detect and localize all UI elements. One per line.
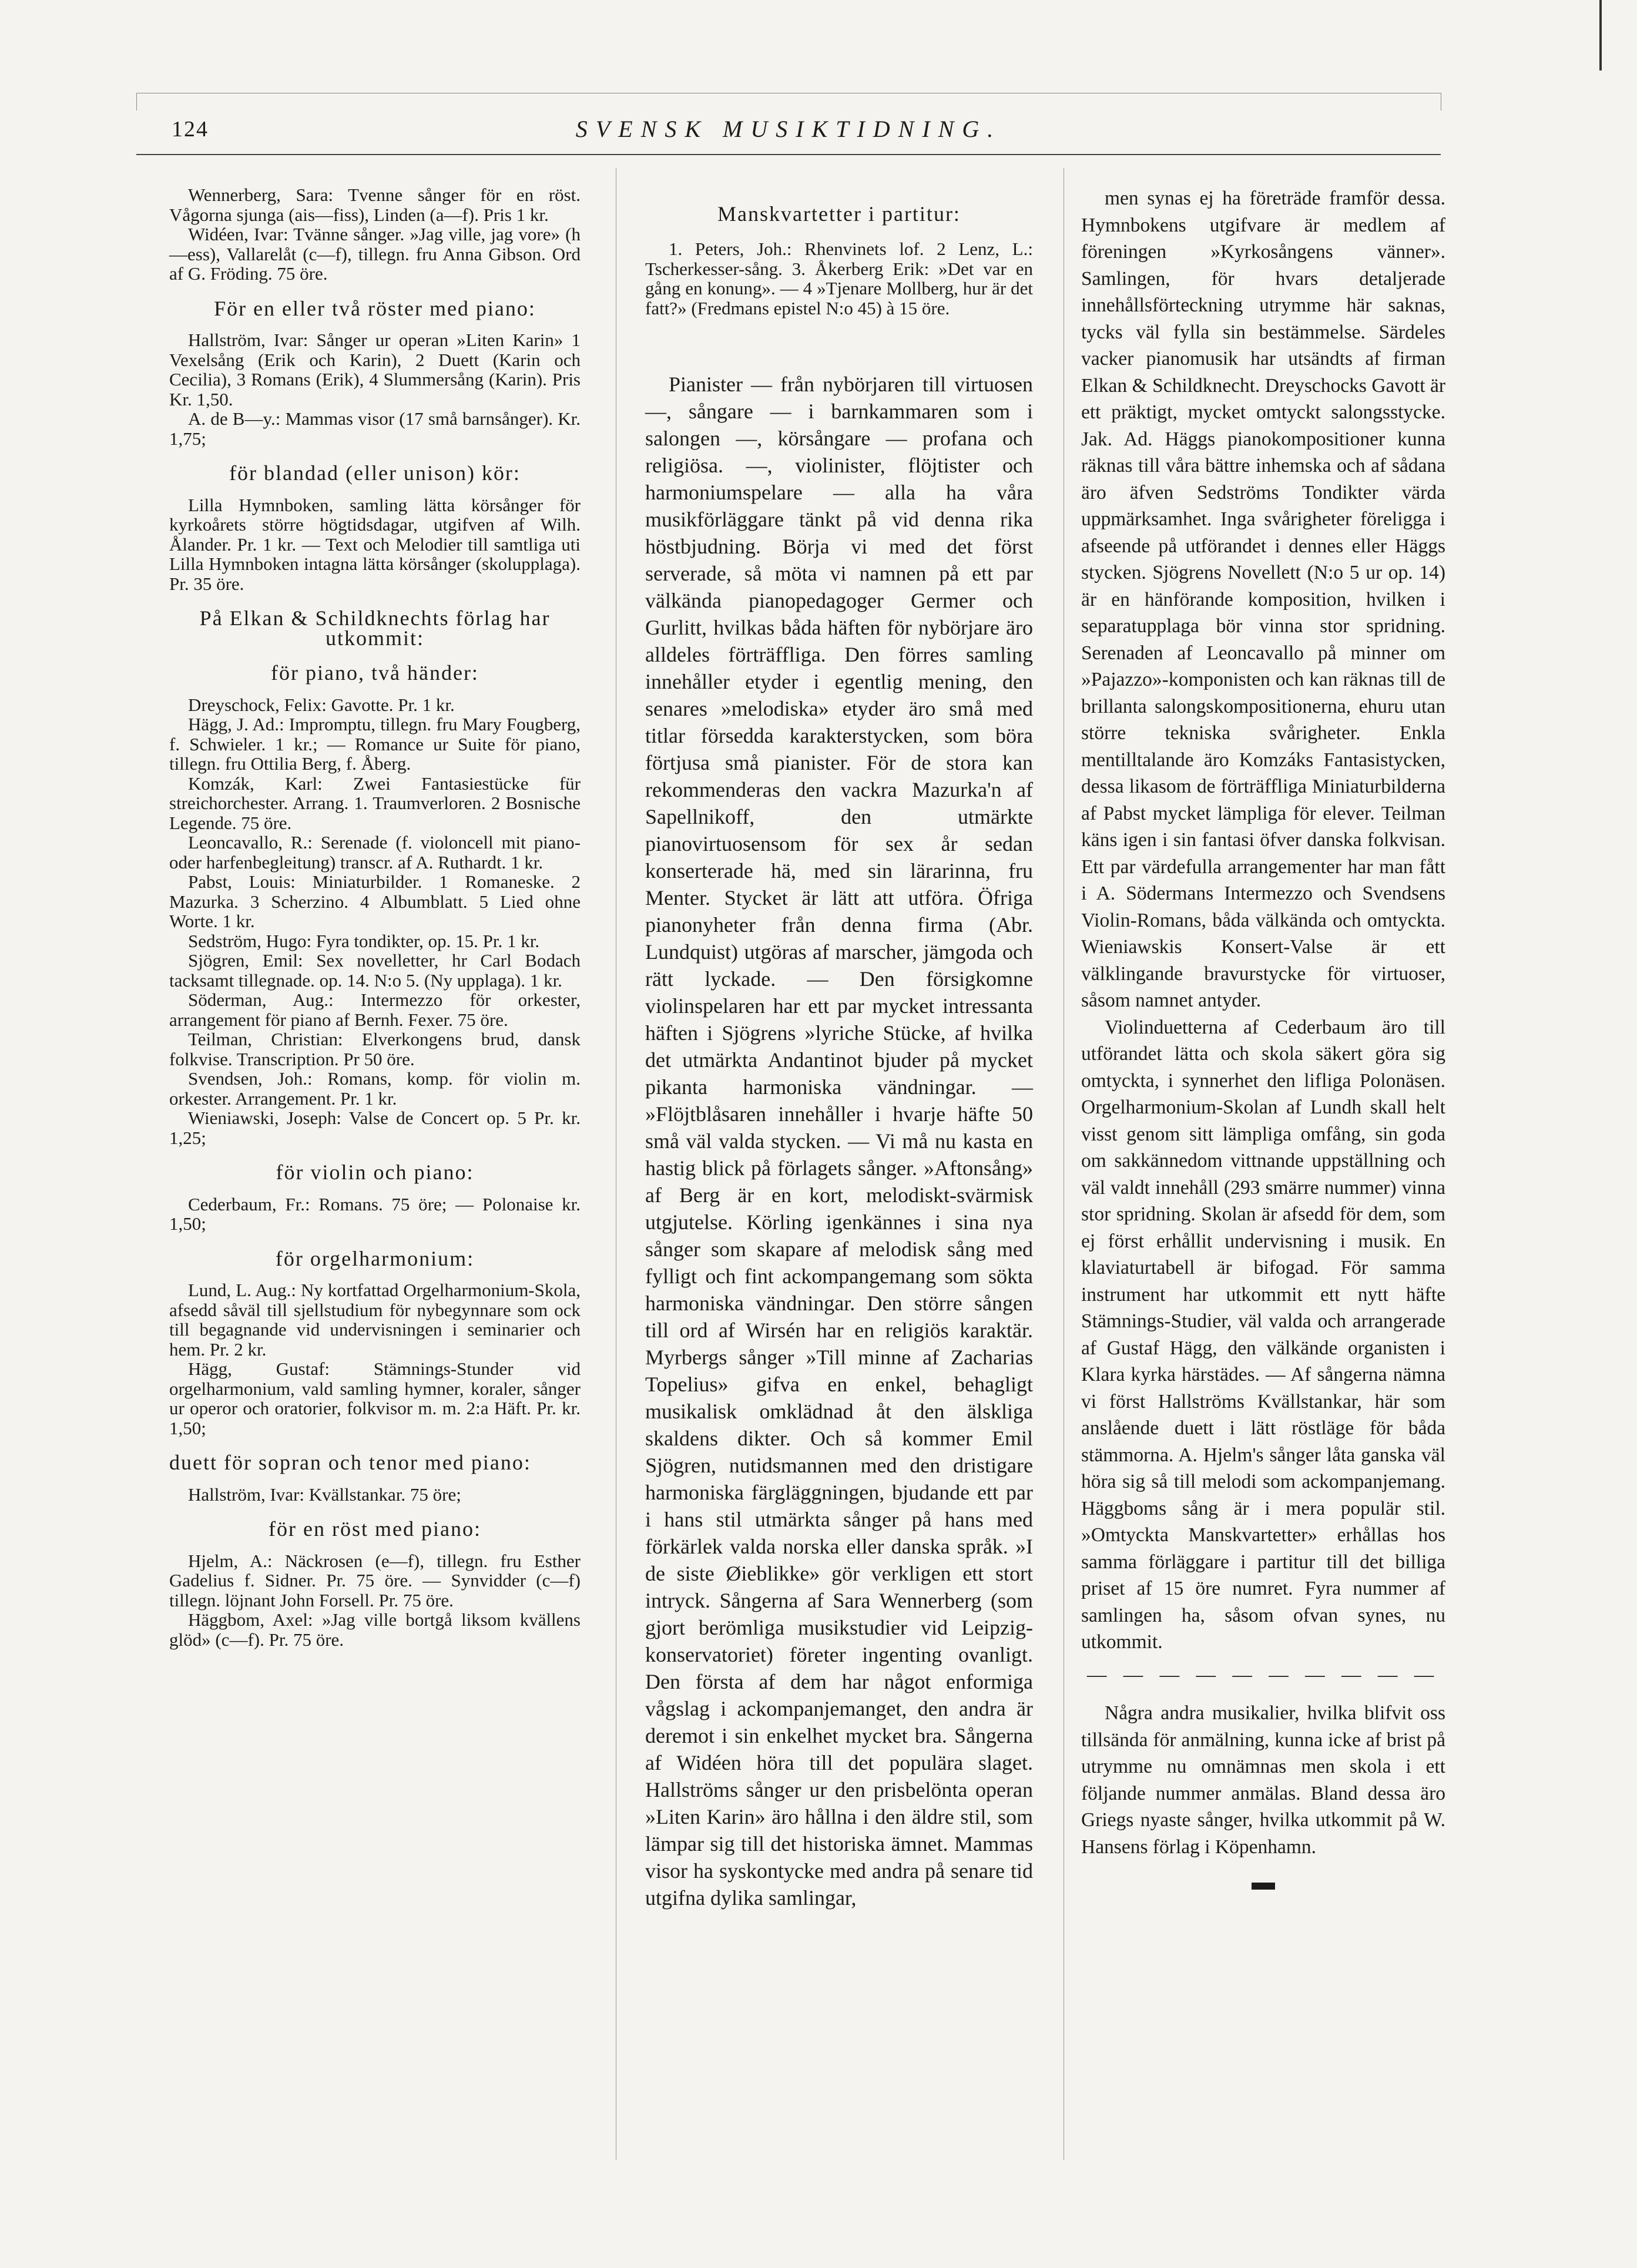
end-mark: ▬: [1252, 1868, 1275, 1895]
page-edge-mark: [1599, 0, 1602, 71]
listing-entry: 1. Peters, Joh.: Rhenvinets lof. 2 Lenz, L.: Tscherkesser-sång. 3. Åkerberg Erik: »Det var en gång en konung». — 4 »Tjenare Mollberg, hur är det fatt?» (Fredmans epistel N:o 45) à 15 öre.: [645, 239, 1033, 318]
listing-entry: Lund, L. Aug.: Ny kortfattad Orgelharmonium-Skola, afsedd såväl till sjellstudium för nybegynnare som ock till begagnande vid undervisningen i seminarier och hem. Pr. 2 kr.: [169, 1280, 581, 1360]
section-heading: för en röst med piano:: [269, 1517, 481, 1541]
listing-entry: A. de B—y.: Mammas visor (17 små barnsånger). Kr. 1,75;: [169, 408, 581, 449]
listing-entry: Sjögren, Emil: Sex novelletter, hr Carl Bodach tacksamt tillegnade. op. 14. N:o 5. (Ny upplaga). 1 kr.: [169, 950, 581, 991]
listing-entry: Hallström, Ivar: Sånger ur operan »Liten Karin» 1 Vexelsång (Erik och Karin), 2 Duett (Karin och Cecilia), 3 Romans (Erik), 4 Slummersång (Karin). Pris Kr. 1,50.: [169, 330, 581, 410]
listing-entry: Wennerberg, Sara: Tvenne sånger för en röst. Vågorna sjunga (ais—fiss), Linden (a—f). Pris 1 kr.: [169, 184, 581, 225]
frame-left-tick: [136, 93, 137, 110]
section-heading: för orgelharmonium:: [275, 1246, 475, 1270]
listing-entry: Häggbom, Axel: »Jag ville bortgå liksom kvällens glöd» (c—f). Pr. 75 öre.: [169, 1609, 581, 1650]
listing-entry: Hägg, Gustaf: Stämnings-Stunder vid orgelharmonium, vald samling hymner, koraler, sånger ur operor och oratorier, folkvisor m. m. 2:a Häft. Pr. kr. 1,50;: [169, 1358, 581, 1438]
listing-entry: Sedström, Hugo: Fyra tondikter, op. 15. Pr. 1 kr.: [188, 930, 540, 951]
page-header: [136, 112, 1441, 147]
listing-entry: Hägg, J. Ad.: Impromptu, tillegn. fru Mary Fougberg, f. Schwieler. 1 kr.; — Romance ur Suite för piano, tillegn. fru Ottilia Berg, f. Åberg.: [169, 714, 581, 774]
middle-column: [645, 185, 1033, 1911]
listing-entry: Cederbaum, Fr.: Romans. 75 öre; — Polonaise kr. 1,50;: [169, 1193, 581, 1234]
listing-entry: Hallström, Ivar: Kvällstankar. 75 öre;: [188, 1484, 461, 1505]
section-gap: [645, 318, 1033, 371]
section-heading: duett för sopran och tenor med piano:: [169, 1451, 531, 1474]
left-column: [169, 185, 581, 1649]
review-paragraph: Pianister — från nybörjaren till virtuosen —, sångare — i barnkammaren som i salongen —, körsångare — profana och religiösa. —, violinister, flöjtister och harmoniumspelare — alla ha våra musikförläggare tänkt på vid denna rika höstbjudning. Börja vi med det först serverade, så möta vi namnen på ett par välkända pianopedagoger Germer och Gurlitt, hvilkas båda häften för nybörjare äro alldeles förträffliga. Den förres samling innehåller etyder i egentlig mening, den senares »melodiska» etyder äro små med titlar försedda karakterstycken, som böra förtjusa små pianister. För de stora kan rekommenderas den vackra Mazurka'n af Sapellnikoff, den utmärkte pianovirtuosensom för sex år sedan konserterade hä, med sin lärarinna, fru Menter. Stycket är lätt att utföra. Öfriga pianonyheter från denna firma (Abr. Lundquist) utgöras af marscher, jämgoda och rätt lyckade. — Den försigkomne violinspelaren har ett par mycket intressanta häften i Sjögrens »lyriche Stücke, af hvilka det utmärkta Andantinot bjuder på mycket pikanta harmoniska vändningar. — »Flöjtblåsaren innehåller i hvarje häfte 50 små väl valda stycken. — Vi må nu kasta en hastig blick på förlagets sånger. »Aftonsång» af Berg är en kort, melodiskt-svärmisk utgjutelse. Körling igenkännes i sina nya sånger som skapare af melodisk sång med fylligt och fint ackompangemang som sökta harmoniska vändningar. Den större sången till ord af Wirsén har en religiös karaktär. Myrbergs sånger »Till minne af Zacharias Topelius» gifva en enkel, behagligt musikalisk omklädnad åt den älskliga skaldens dikter. Och så kommer Emil Sjögren, nutidsmannen med den dristigare harmoniska färgläggningen, bjudande ett par i hans stil utmärkta sånger på hans med förkärlek valda norska eller danska språk. »I de siste Øieblikke» gör verkligen ett stort intryck. Sångerna af Sara Wennerberg (som gjort berömliga musikstudier vid Leipzig-konservatoriet) företer ingenting ovanligt. Den första af dem har något enformiga vågslag i ackompanjemanget, den andra är deremot i sin enkelhet mycket bra. Sångerna af Widéen höra till det populära slaget. Hallströms sånger ur den prisbelönta operan »Liten Karin» äro hållna i den äldre stil, som lämpar sig till det historiska ämnet. Mammas visor ha syskontycke med andra på senare tid utgifna dylika samlingar,: [645, 373, 1033, 1910]
listing-entry: Pabst, Louis: Miniaturbilder. 1 Romaneske. 2 Mazurka. 3 Scherzino. 4 Albumblatt. 5 Lied ohne Worte. 1 kr.: [169, 871, 581, 931]
listing-entry: Leoncavallo, R.: Serenade (f. violoncell mit piano-oder harfenbegleitung) transcr. af A. Ruthardt. 1 kr.: [169, 832, 581, 873]
listing-entry: Lilla Hymnboken, samling lätta körsånger för kyrkoårets större högtidsdagar, utgifven af Wilh. Ålander. Pr. 1 kr. — Text och Melodier till samtliga uti Lilla Hymnboken intagna lätta körsånger (skolupplaga). Pr. 35 öre.: [169, 494, 581, 594]
listing-entry: Hjelm, A.: Näckrosen (e—f), tillegn. fru Esther Gadelius f. Sidner. Pr. 75 öre. — Synvidder (c—f) tillegn. löjnant John Forsell. Pr. 75 öre.: [169, 1550, 581, 1611]
section-separator: — — — — — — — — — —: [1086, 1663, 1440, 1686]
section-heading: För en eller två röster med piano:: [214, 296, 536, 320]
listing-entry: Wieniawski, Joseph: Valse de Concert op. 5 Pr. kr. 1,25;: [169, 1108, 581, 1148]
listing-entry: Svendsen, Joh.: Romans, komp. för violin m. orkester. Arrangement. Pr. 1 kr.: [169, 1068, 581, 1109]
section-heading: för piano, två händer:: [271, 661, 479, 685]
listing-entry: Komzák, Karl: Zwei Fantasiestücke für streichorchester. Arrang. 1. Traumverloren. 2 Bosnische Legende. 75 öre.: [169, 773, 581, 833]
section-heading: för blandad (eller unison) kör:: [229, 461, 521, 485]
page-number: 124: [172, 117, 209, 142]
listing-entry: Widéen, Ivar: Tvänne sånger. »Jag ville, jag vore» (h—ess), Vallarelåt (c—f), tillegn. fru Anna Gibson. Ord af G. Fröding. 75 öre.: [169, 224, 581, 284]
section-heading: för violin och piano:: [276, 1160, 474, 1184]
section-heading: På Elkan & Schildknechts förlag har utkommit:: [199, 606, 551, 650]
section-heading: Manskvartetter i partitur:: [717, 202, 961, 226]
header-rule: [136, 154, 1441, 155]
listing-entry: Teilman, Christian: Elverkongens brud, dansk folkvise. Transcription. Pr 50 öre.: [169, 1029, 581, 1069]
review-paragraph: men synas ej ha företräde framför dessa. Hymnbokens utgifvare är medlem af föreningen »Kyrkosångens vänner». Samlingen, för hvars detaljerade innehållsförteckning utrymme här saknas, tycks väl fylla sin bestämmelse. Särdeles vacker pianomusik har utsändts af firman Elkan & Schildknecht. Dreyschocks Gavott är ett präktigt, mycket omtyckt salongsstycke. Jak. Ad. Häggs pianokompositioner kunna räknas till våra bättre inhemska och af sådana äro äfven Sedströms Tondikter värda uppmärksamhet. Inga svårigheter föreligga i afseende på utförandet i dennes eller Häggs stycken. Sjögrens Novellett (N:o 5 ur op. 14) är en hänförande komposition, hvilken i separatupplaga bör vinna stor spridning. Serenaden af Leoncavallo på minner om »Pajazzo»-komponisten och kan räknas till de brillanta salongskompositionerna, ehuru utan större tekniska svårigheter. Enkla mentilltalande äro Komzáks Fantasistycken, dessa likasom de förträffliga Miniaturbilderna af Pabst mycket lämpliga för elever. Teilman käns igen i sin fantasi öfver danska folkvisan. Ett par värdefulla arrangementer har man fått i A. Södermans Intermezzo och Svendsens Violin-Romans, båda välkända och omtyckta. Wieniawskis Konsert-Valse är ett välklingande bravurstycke för virtuoser, såsom namnet antyder.: [1081, 187, 1445, 1011]
listing-entry: Söderman, Aug.: Intermezzo för orkester, arrangement för piano af Bernh. Fexer. 75 öre.: [169, 989, 581, 1030]
listing-entry: Dreyschock, Felix: Gavotte. Pr. 1 kr.: [188, 694, 455, 715]
right-column: [1081, 185, 1445, 1895]
running-title: SVENSK MUSIKTIDNING.: [575, 116, 1002, 142]
review-paragraph: Violinduetterna af Cederbaum äro till utförandet lätta och skola säkert göra sig omtyckta, i synnerhet den lifliga Polonäsen. Orgelharmonium-Skolan af Lundh skall helt visst genom sitt lämpliga omfång, sin goda om sakkännedom vittnande uppställning och väl valdt innehåll (293 smärre nummer) vinna stor spridning. Skolan är afsedd för dem, som ej först erhållit undervisning i musik. En klaviaturtabell är bifogad. För samma instrument har utkommit ett nytt häfte Stämnings-Studier, väl valda och arrangerade af Gustaf Hägg, den välkände organisten i Klara kyrka härstädes. — Af sångerna nämna vi först Hallströms Kvällstankar, här som anslående duett i lätt röstläge för båda stämmorna. A. Hjelm's sånger låta ganska väl höra sig så till melodi som ackompanjemang. Häggboms sång är i mera populär stil. »Omtyckta Manskvartetter» erhållas hos samma förläggare i partitur till det billiga priset af 15 öre numret. Fyra nummer af samlingen ha, såsom ofvan synes, nu utkommit.: [1081, 1016, 1445, 1653]
review-paragraph: Några andra musikalier, hvilka blifvit oss tillsända för anmälning, kunna icke af brist på utrymme nu omnämnas men skola i ett följande nummer anmälas. Bland dessa äro Griegs nyaste sånger, hvilka utkommit på W. Hansens förlag i Köpenhamn.: [1081, 1702, 1445, 1858]
